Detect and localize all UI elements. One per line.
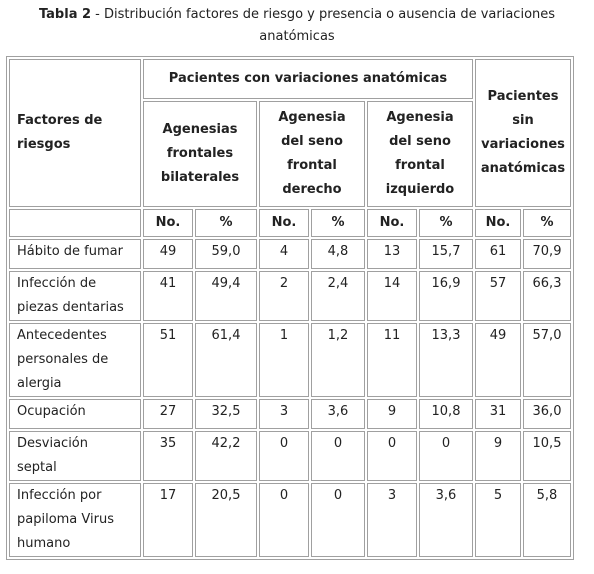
cell-value: 3,6 [311,399,365,429]
table-row [9,431,571,481]
header-unit-pct: % [419,209,473,237]
cell-value: 2,4 [311,271,365,321]
cell-value: 3,6 [419,483,473,557]
cell-value: 4,8 [311,239,365,269]
cell-value: 14 [367,271,417,321]
cell-value: 10,8 [419,399,473,429]
caption-text: - Distribución factores de riesgo y presencia o ausencia de variaciones anatómicas [91,7,556,44]
cell-value: 0 [259,431,309,481]
cell-value: 51 [143,323,193,397]
header-right-agenesis: Agenesia del seno frontal derecho [259,101,365,207]
table-container [6,56,574,560]
cell-value: 10,5 [523,431,571,481]
header-risk-factors: Factores de riesgos [9,59,141,207]
cell-value: 35 [143,431,193,481]
cell-value: 5 [475,483,521,557]
header-without-variations: Pacientes sin variaciones anatómicas [475,59,571,207]
header-unit-no: No. [143,209,193,237]
cell-value: 9 [367,399,417,429]
row-label: Antecedentes personales de alergia [9,323,141,397]
table-row [9,239,571,269]
header-with-variations: Pacientes con variaciones anatómicas [143,59,473,99]
cell-value: 13 [367,239,417,269]
cell-value: 36,0 [523,399,571,429]
cell-value: 13,3 [419,323,473,397]
cell-value: 61 [475,239,521,269]
header-unit-no: No. [367,209,417,237]
table-row [9,399,571,429]
cell-value: 17 [143,483,193,557]
header-unit-spacer [9,209,141,237]
row-label: Hábito de fumar [9,239,141,269]
table-row [9,483,571,557]
cell-value: 11 [367,323,417,397]
cell-value: 61,4 [195,323,257,397]
row-label: Ocupación [9,399,141,429]
cell-value: 4 [259,239,309,269]
table-row [9,271,571,321]
header-unit-pct: % [523,209,571,237]
cell-value: 20,5 [195,483,257,557]
header-unit-no: No. [475,209,521,237]
cell-value: 70,9 [523,239,571,269]
cell-value: 59,0 [195,239,257,269]
cell-value: 0 [311,483,365,557]
cell-value: 49 [143,239,193,269]
cell-value: 15,7 [419,239,473,269]
cell-value: 27 [143,399,193,429]
cell-value: 31 [475,399,521,429]
cell-value: 49,4 [195,271,257,321]
risk-factors-table [6,56,574,560]
cell-value: 9 [475,431,521,481]
header-left-agenesis: Agenesia del seno frontal izquierdo [367,101,473,207]
cell-value: 49 [475,323,521,397]
header-unit-pct: % [311,209,365,237]
cell-value: 0 [259,483,309,557]
cell-value: 57,0 [523,323,571,397]
row-label: Infección por papiloma Virus humano [9,483,141,557]
cell-value: 1 [259,323,309,397]
cell-value: 0 [367,431,417,481]
header-bilateral-agenesis: Agenesias frontales bilaterales [143,101,257,207]
header-unit-no: No. [259,209,309,237]
cell-value: 0 [311,431,365,481]
cell-value: 0 [419,431,473,481]
cell-value: 16,9 [419,271,473,321]
table-row [9,323,571,397]
cell-value: 32,5 [195,399,257,429]
cell-value: 66,3 [523,271,571,321]
cell-value: 57 [475,271,521,321]
cell-value: 3 [259,399,309,429]
cell-value: 2 [259,271,309,321]
row-label: Infección de piezas dentarias [9,271,141,321]
cell-value: 42,2 [195,431,257,481]
cell-value: 5,8 [523,483,571,557]
row-label: Desviación septal [9,431,141,481]
cell-value: 3 [367,483,417,557]
cell-value: 1,2 [311,323,365,397]
cell-value: 41 [143,271,193,321]
caption-bold: Tabla 2 [38,7,92,22]
table-caption [0,4,594,48]
header-unit-pct: % [195,209,257,237]
